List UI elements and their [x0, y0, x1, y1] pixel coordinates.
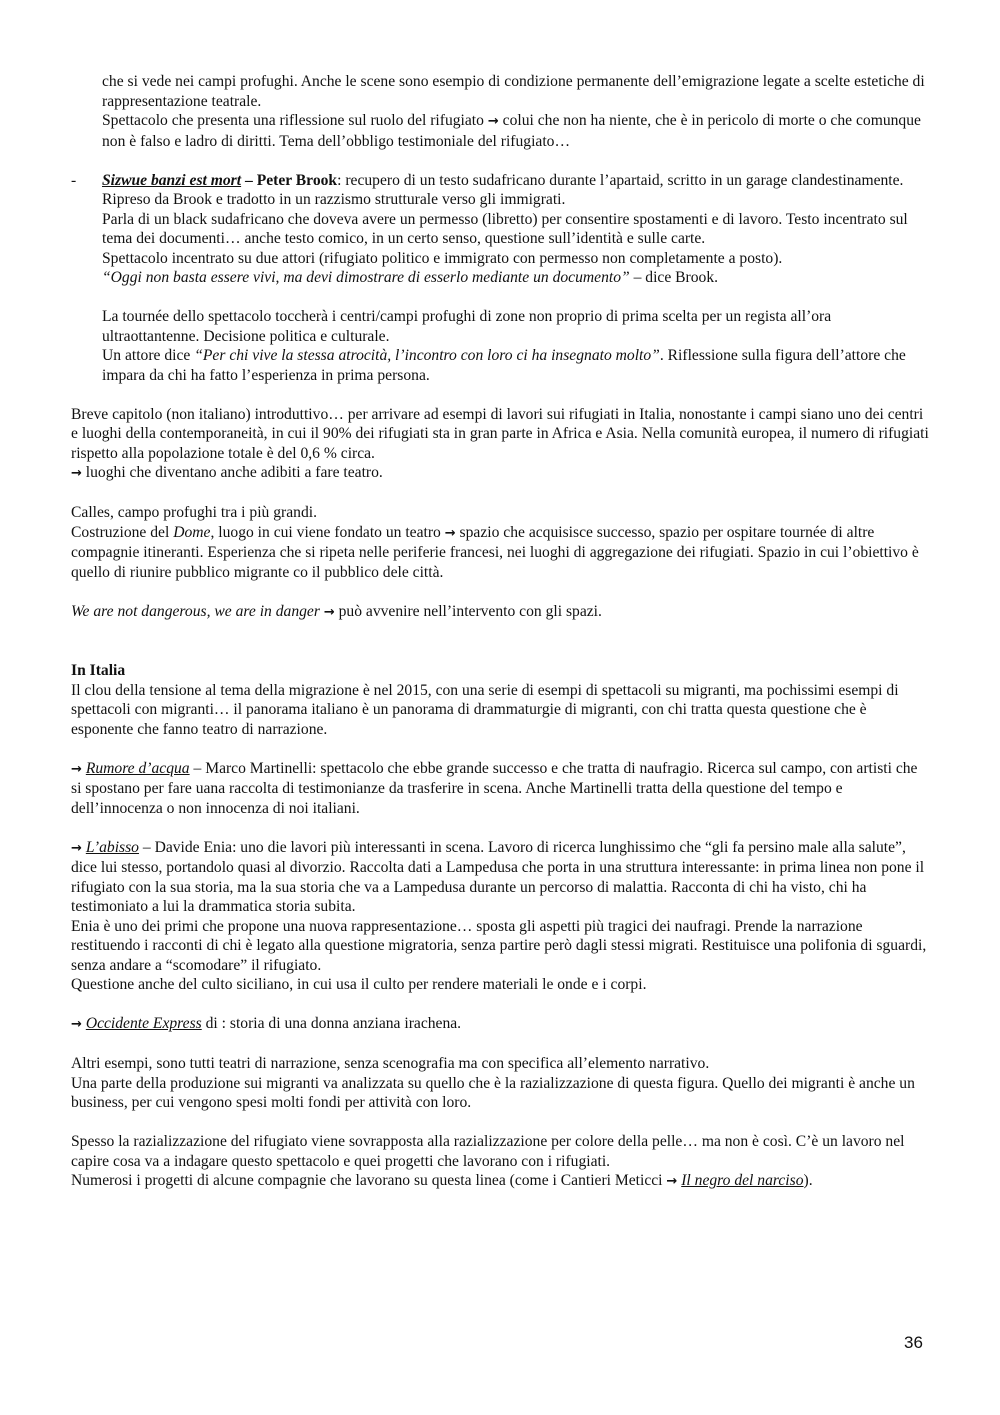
arrow-icon: → [71, 1017, 82, 1032]
text-span: di : storia di una donna anziana irachena. [201, 1015, 462, 1032]
title-separator: – [241, 171, 257, 189]
text-span: luoghi che diventano anche adibiti a fare teatro. [81, 464, 383, 481]
quote-text: “Oggi non basta essere vivi, ma devi dimostrare di esserlo mediante un documento” [102, 269, 630, 286]
text-span: – Marco Martinelli: spettacolo che ebbe grande successo e che tratta di naufragio. Ricerca sul campo, con artisti che si spostano per fare uana raccolta di testimonianze da trasferire in scena. Anche Martinelli tratta della questione del tempo e dell’innocenza o non innocenza di noi italiani. [71, 759, 918, 817]
arrow-icon: → [71, 840, 82, 856]
slogan-text: We are not dangerous, we are in danger [71, 602, 320, 620]
text-span: spazio che acquisisce successo, spazio per ospitare tournée di altre compagnie itineranti. Esperienza che si ripeta nelle periferie francesi, nei luoghi di aggregazione dei rifugiati. Spazio in cui l’obiettivo è quello di riunire pubblico migrante co il pubblico dele città. [71, 523, 919, 581]
quote-text: “Per chi vive la stessa atrocità, l’incontro con loro ci ha insegnato molto” [194, 347, 660, 364]
arrow-icon: → [666, 1174, 678, 1189]
page-body [71, 72, 931, 1192]
spesso-paragraph-1: Spesso la razializzazione del rifugiato viene sovrapposta alla razializzazione per colore della pelle… ma non è così. C’è un lavoro nel capire cosa va a indagare questo spettacolo e quei progetti che lavorano con i rifugiati. [71, 1133, 905, 1170]
calles-paragraph-2 [71, 523, 931, 583]
enia-paragraph-3: Questione anche del culto siciliano, in cui usa il culto per rendere materiali le onde e i corpi. [71, 976, 647, 993]
breve-paragraph: Breve capitolo (non italiano) introduttivo… per arrivare ad esempi di lavori sui rifugiati in Italia, nonostante i campi siano uno dei centri e luoghi della contemporaneità, in cui il 90% dei rifugiati sta in gran parte in Africa e Asia. Nella comunità europea, il numero di rifugiati rispetto alla popolazione totale è del 0,6 % circa. [71, 405, 929, 462]
altri-paragraph-2: Una parte della produzione sui migranti va analizzata su quello che è la razializzazione di questa figura. Quello dei migranti è anche un business, per cui vengono spesi molti fondi per attività con loro. [71, 1074, 915, 1111]
text-span: ). [803, 1172, 813, 1189]
calles-paragraph-1: Calles, campo profughi tra i più grandi. [71, 504, 317, 521]
italia-paragraph-1: Il clou della tensione al tema della migrazione è nel 2015, con una serie di esempi di spettacoli su migranti, ma pochissimi esempi di spettacoli con migranti… il panorama italiano è un panorama di drammaturgie di migranti, con chi tratta questa questione che è esponente che fanno teatro di narrazione. [71, 681, 899, 738]
rumore-paragraph [71, 759, 931, 819]
spesso-paragraph-2 [71, 1171, 931, 1192]
text-span: Numerosi i progetti di alcune compagnie che lavorano su questa linea (come i Cantieri Meticci [71, 1172, 667, 1189]
work-title-negro: Il negro del narciso [681, 1172, 804, 1189]
arrow-icon: → [323, 604, 335, 620]
arrow-icon: → [71, 761, 82, 777]
text-span: Spettacolo che presenta una riflessione sul ruolo del rifugiato [102, 112, 488, 129]
altri-paragraph-1: Altri esempi, sono tutti teatri di narrazione, senza scenografia ma con specifica all’elemento narrativo. [71, 1055, 710, 1072]
arrow-icon: → [71, 466, 82, 481]
dome-name: Dome [173, 523, 211, 541]
text-span: – dice Brook. [629, 269, 719, 286]
page-number: 36 [904, 1333, 923, 1352]
arrow-icon: → [444, 525, 456, 541]
intro-paragraph-1: che si vede nei campi profughi. Anche le scene sono esempio di condizione permanente dell’emigrazione legate a scelte estetiche di rappresentazione teatrale. [102, 73, 925, 110]
text-span: : recupero di un testo sudafricano durante l’apartaid, scritto in un garage clandestinamente. Ripreso da Brook e tradotto in un razzismo strutturale verso gli immigrati. [102, 171, 904, 208]
text-span: , luogo in cui viene fondato un teatro [210, 523, 445, 541]
sizwe-paragraph-3: Spettacolo incentrato su due attori (rifugiato politico e immigrato con permesso non completamente a posto). [102, 249, 783, 267]
sizwe-paragraph-1 [102, 171, 931, 210]
breve-arrow-line [71, 463, 931, 484]
enia-paragraph-2: Enia è uno dei primi che propone una nuova rappresentazione… sposta gli aspetti più tragici dei naufragi. Prende la narrazione restituendo i racconti di chi è legato alla questione migratoria, senza partire però dagli stessi migrati. Restituisce una polifonia di sguardi, senza andare a “scomodare” il rifugiato. [71, 917, 927, 974]
calles-paragraph-3 [71, 602, 931, 623]
abisso-paragraph [71, 838, 931, 917]
sizwe-paragraph-6 [102, 346, 931, 385]
text-span: colui che non ha niente, che è in pericolo di morte o che comunque non è falso e ladro di diritti. Tema dell’obbligo testimoniale del rifugiato… [102, 112, 921, 150]
list-dash: - [71, 171, 77, 189]
work-title-sizwe: Sizwue banzi est mort [102, 171, 242, 189]
text-span: Un attore dice [102, 347, 195, 364]
sizwe-paragraph-5: La tournée dello spettacolo toccherà i centri/campi profughi di zone non proprio di prima scelta per un regista all’ora ultraottantenne. Decisione politica e culturale. [102, 308, 832, 345]
work-title-abisso: L’abisso [85, 838, 139, 856]
text-span: Costruzione del [71, 523, 174, 541]
work-title-rumore: Rumore d’acqua [85, 759, 190, 777]
text-span: – Davide Enia: uno die lavori più interessanti in scena. Lavoro di ricerca lunghissimo che “gli fa persino male alla salute”, dice lui stesso, portandolo quasi al divorzio. Raccolta dati a Lampedusa che porta in una struttura interessante: in prima linea non pone il rifugiato con la sua storia, ma la sua storia che va a Lampedusa durante un percorso di malattia. Racconta di chi ha visto, chi ha testimoniato a lui la drammatica storia subita. [71, 838, 925, 915]
author-name: Peter Brook [256, 171, 338, 189]
intro-paragraph-2 [71, 111, 931, 151]
occidente-paragraph [71, 1014, 931, 1035]
list-item-sizwe-banzi [71, 171, 931, 386]
sizwe-paragraph-2: Parla di un black sudafricano che doveva avere un permesso (libretto) per consentire spostamenti e di lavoro. Testo incentrato sul tema dei documenti… anche testo comico, in un certo senso, questione sull’identità e sulle carte. [102, 210, 908, 247]
work-title-occidente: Occidente Express [85, 1015, 202, 1032]
sizwe-quote [102, 268, 931, 288]
text-span: può avvenire nell’intervento con gli spazi. [334, 602, 602, 620]
arrow-icon: → [487, 114, 499, 129]
section-heading-in-italia: In Italia [71, 662, 126, 679]
text-span: . Riflessione sulla figura dell’attore che impara da chi ha fatto l’esperienza in prima persona. [102, 347, 906, 384]
